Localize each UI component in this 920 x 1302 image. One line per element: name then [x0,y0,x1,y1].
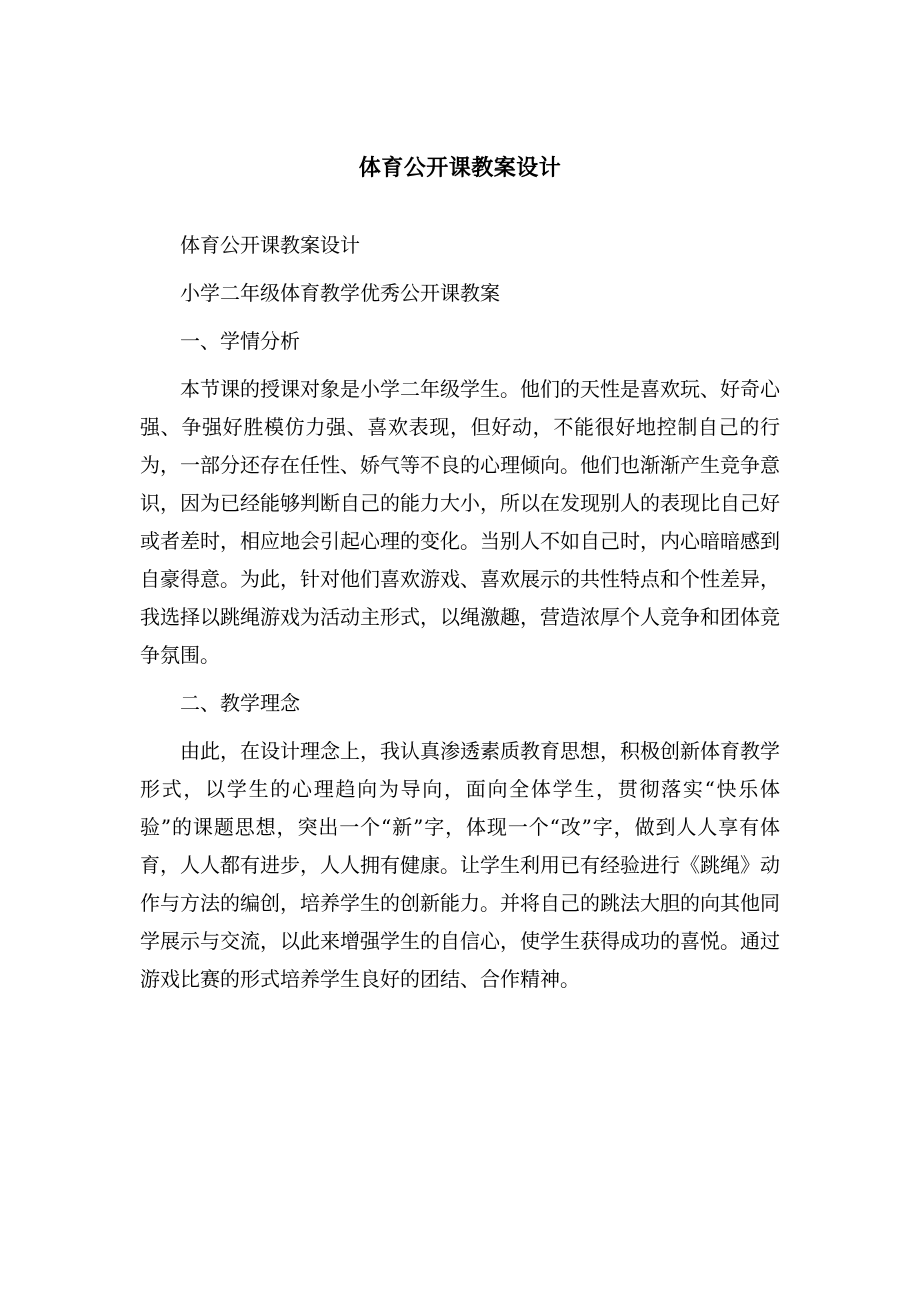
lesson-plan-heading: 小学二年级体育教学优秀公开课教案 [180,281,500,305]
section-heading-analysis: 一、学情分析 [180,329,300,353]
analysis-paragraph: 本节课的授课对象是小学二年级学生。他们的天性是喜欢玩、好奇心强、争强好胜模仿力强、喜欢表现，但好动，不能很好地控制自己的行为，一部分还存在任性、娇气等不良的心理倾向。他们也渐渐产生竞争意识，因为已经能够判断自己的能力大小，所以在发现别人的表现比自己好或者差时，相应地会引起心理的变化。当别人不如自己时，内心暗暗感到自豪得意。为此，针对他们喜欢游戏、喜欢展示的共性特点和个性差异，我选择以跳绳游戏为活动主形式，以绳激趣，营造浓厚个人竞争和团体竞争氛围。 [140,377,780,667]
section-heading-philosophy: 二、教学理念 [180,691,300,715]
subtitle-line: 体育公开课教案设计 [180,233,360,257]
document-title: 体育公开课教案设计 [358,155,562,181]
document-body [140,226,780,998]
philosophy-paragraph: 由此，在设计理念上，我认真渗透素质教育思想，积极创新体育教学形式，以学生的心理趋向为导向，面向全体学生，贯彻落实“快乐体验”的课题思想，突出一个“新”字，体现一个“改”字，做到人人享有体育，人人都有进步，人人拥有健康。让学生利用已有经验进行《跳绳》动作与方法的编创，培养学生的创新能力。并将自己的跳法大胆的向其他同学展示与交流，以此来增强学生的自信心，使学生获得成功的喜悦。通过游戏比赛的形式培养学生良好的团结、合作精神。 [140,739,780,991]
